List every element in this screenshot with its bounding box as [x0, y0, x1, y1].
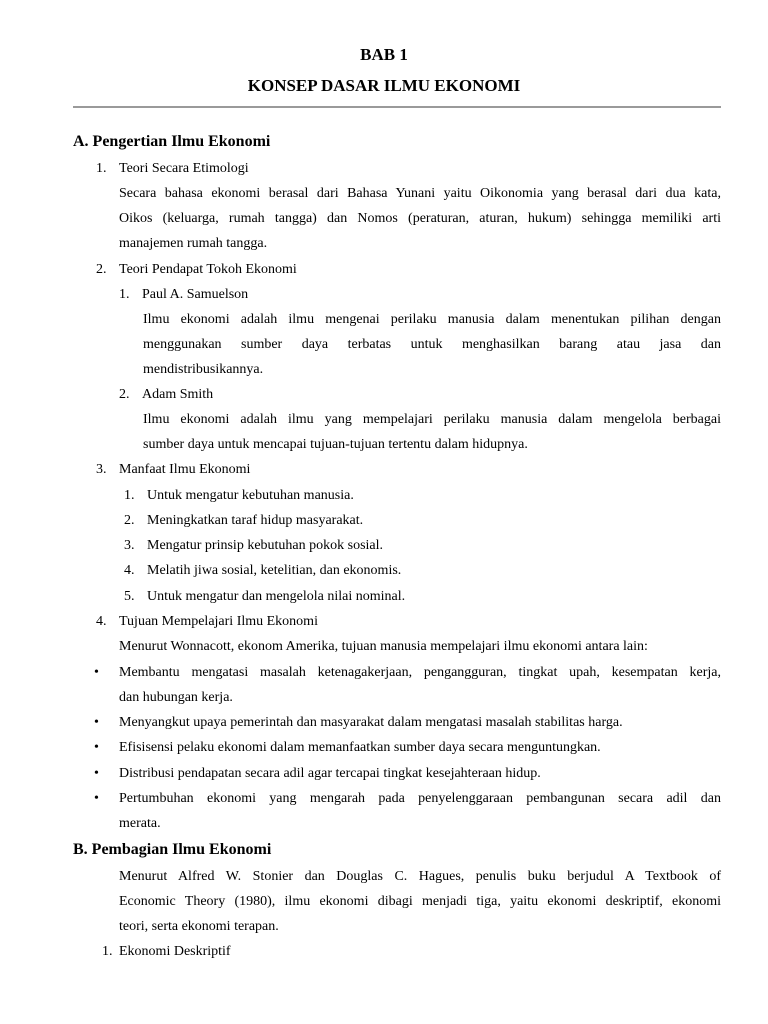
paragraph-line: Economic Theory (1980), ilmu ekonomi dibagi menjadi tiga, yaitu ekonomi deskriptif, ekonomi: [119, 894, 721, 909]
list-number: 1.: [96, 161, 107, 176]
list-item: Mengatur prinsip kebutuhan pokok sosial.: [147, 538, 384, 553]
list-item: Untuk mengatur dan mengelola nilai nominal.: [147, 589, 406, 604]
list-number: 3.: [96, 462, 107, 477]
list-number: 3.: [124, 538, 135, 553]
bullet-line: Efisisensi pelaku ekonomi dalam memanfaatkan sumber daya secara menguntungkan.: [119, 740, 601, 755]
list-number: 2.: [124, 513, 135, 528]
bullet-icon: •: [94, 715, 99, 730]
section-b-heading: B. Pembagian Ilmu Ekonomi: [73, 841, 272, 858]
list-item: Melatih jiwa sosial, ketelitian, dan ekonomis.: [147, 563, 402, 578]
paragraph-line: Oikos (keluarga, rumah tangga) dan Nomos (peraturan, aturan, hukum) sehingga memiliki arti: [119, 211, 721, 226]
bullet-line: dan hubungan kerja.: [119, 690, 233, 705]
list-number: 2.: [119, 387, 130, 402]
bullet-line: Menyangkut upaya pemerintah dan masyarakat dalam mengatasi masalah stabilitas harga.: [119, 715, 623, 730]
list-item: Meningkatkan taraf hidup masyarakat.: [147, 513, 364, 528]
paragraph-line: teori, serta ekonomi terapan.: [119, 919, 279, 934]
paragraph-line: mendistribusikannya.: [143, 362, 264, 377]
paragraph-line: Menurut Wonnacott, ekonom Amerika, tujuan manusia mempelajari ilmu ekonomi antara lain:: [119, 639, 648, 654]
item-label: Paul A. Samuelson: [142, 287, 249, 302]
bullet-line: Membantu mengatasi masalah ketenagakerjaan, pengangguran, tingkat upah, kesempatan kerja,: [119, 665, 721, 680]
list-number: 4.: [96, 614, 107, 629]
paragraph-line: Menurut Alfred W. Stonier dan Douglas C. Hagues, penulis buku berjudul A Textbook of: [119, 869, 721, 884]
item-label: Teori Pendapat Tokoh Ekonomi: [119, 262, 297, 277]
list-number: 5.: [124, 589, 135, 604]
paragraph-line: sumber daya untuk mencapai tujuan-tujuan tertentu dalam hidupnya.: [143, 437, 528, 452]
bullet-icon: •: [94, 740, 99, 755]
paragraph-line: Ilmu ekonomi adalah ilmu yang mempelajari perilaku manusia dalam mengelola berbagai: [143, 412, 721, 427]
item-label: Adam Smith: [142, 387, 214, 402]
chapter-title: KONSEP DASAR ILMU EKONOMI: [247, 76, 521, 95]
section-a-heading: A. Pengertian Ilmu Ekonomi: [73, 133, 271, 150]
list-number: 2.: [96, 262, 107, 277]
list-number: 1.: [119, 287, 130, 302]
bullet-icon: •: [94, 791, 99, 806]
title-divider: [73, 106, 721, 108]
bullet-icon: •: [94, 665, 99, 680]
list-number: 4.: [124, 563, 135, 578]
item-label: Ekonomi Deskriptif: [119, 944, 231, 959]
bullet-icon: •: [94, 766, 99, 781]
item-label: Manfaat Ilmu Ekonomi: [119, 462, 251, 477]
paragraph-line: menggunakan sumber daya terbatas untuk menghasilkan barang atau jasa dan: [143, 337, 721, 352]
chapter-number: BAB 1: [360, 45, 408, 64]
item-label: Tujuan Mempelajari Ilmu Ekonomi: [119, 614, 318, 629]
list-item: Untuk mengatur kebutuhan manusia.: [147, 488, 354, 503]
list-number: 1.: [102, 944, 113, 959]
bullet-line: merata.: [119, 816, 161, 831]
bullet-line: Distribusi pendapatan secara adil agar tercapai tingkat kesejahteraan hidup.: [119, 766, 541, 781]
list-number: 1.: [124, 488, 135, 503]
item-label: Teori Secara Etimologi: [119, 161, 249, 176]
paragraph-line: Secara bahasa ekonomi berasal dari Bahasa Yunani yaitu Oikonomia yang berasal dari dua kata,: [119, 186, 721, 201]
paragraph-line: manajemen rumah tangga.: [119, 236, 268, 251]
bullet-line: Pertumbuhan ekonomi yang mengarah pada penyelenggaraan pembangunan secara adil dan: [119, 791, 721, 806]
paragraph-line: Ilmu ekonomi adalah ilmu mengenai perilaku manusia dalam menentukan pilihan dengan: [143, 312, 721, 327]
